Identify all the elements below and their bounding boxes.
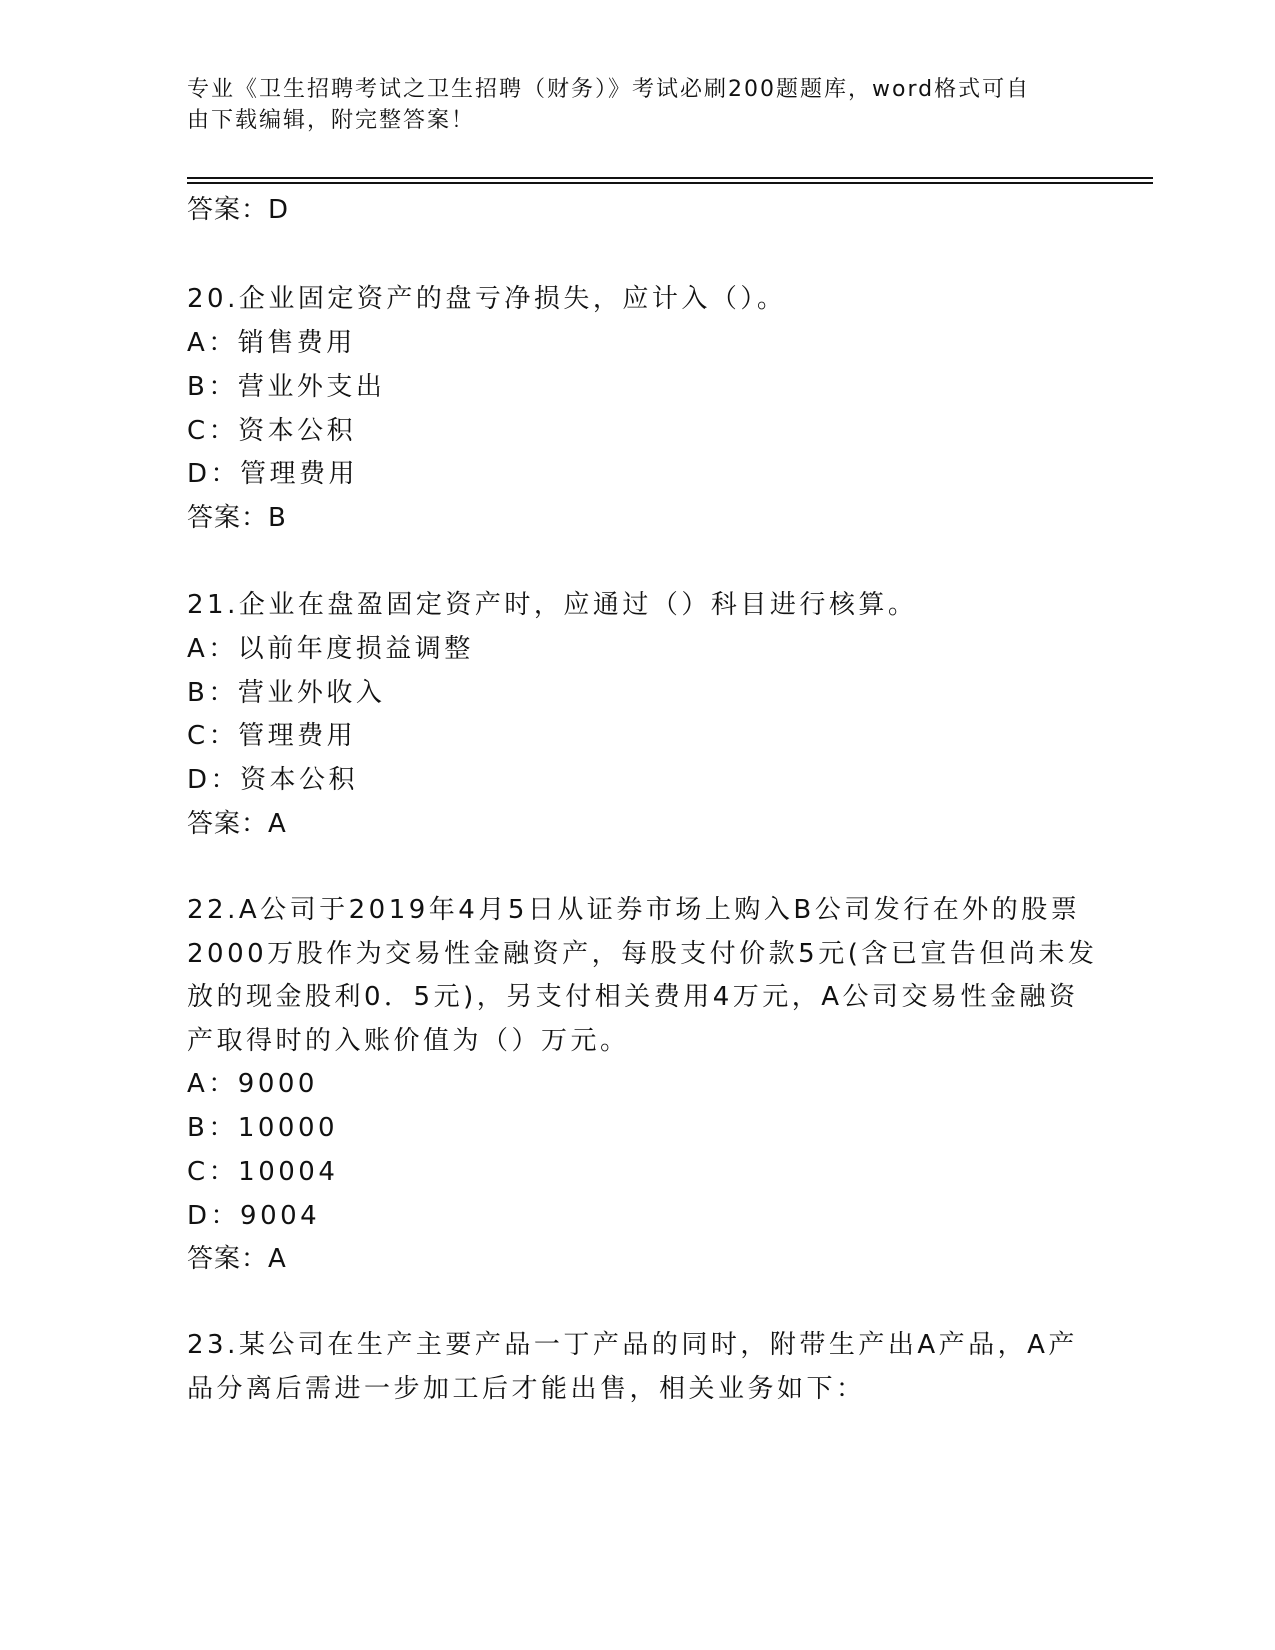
question-20-option-d: D：管理费用 [187,459,359,489]
document-header [187,74,1067,136]
question-22-answer: 答案：A [187,1244,287,1274]
question-21-option-c: C：管理费用 [187,721,357,751]
question-20-option-c: C：资本公积 [187,416,357,446]
question-21-option-d: D：资本公积 [187,765,359,795]
header-divider-bottom [187,182,1153,184]
question-22-option-c: C：10004 [187,1157,339,1187]
header-line-1: 专业《卫生招聘考试之卫生招聘（财务）》考试必刷200题题库，word格式可自 [187,77,1031,102]
header-line-2: 由下载编辑，附完整答案！ [187,108,476,133]
header-divider-top [187,177,1153,179]
question-23-stem-line-1: 23.某公司在生产主要产品一丁产品的同时，附带生产出A产品，A产 [187,1330,1078,1360]
question-22-stem-line-2: 2000万股作为交易性金融资产，每股支付价款5元(含已宣告但尚未发 [187,939,1098,969]
question-22-option-d: D：9004 [187,1201,321,1231]
question-22-stem-line-4: 产取得时的入账价值为（）万元。 [187,1026,630,1056]
question-22-option-b: B：10000 [187,1113,339,1143]
question-20-stem: 20.企业固定资产的盘亏净损失，应计入（）。 [187,284,787,314]
question-20-option-b: B：营业外支出 [187,372,386,402]
question-20-answer: 答案：B [187,503,287,533]
question-22-stem-line-1: 22.A公司于2019年4月5日从证券市场上购入B公司发行在外的股票 [187,895,1081,925]
question-20-option-a: A：销售费用 [187,328,356,358]
question-22-stem-line-3: 放的现金股利0．5元)，另支付相关费用4万元，A公司交易性金融资 [187,982,1079,1012]
answer-line: 答案：D [187,195,290,225]
question-21-option-a: A：以前年度损益调整 [187,634,474,664]
question-22-option-a: A：9000 [187,1069,318,1099]
question-21-stem: 21.企业在盘盈固定资产时，应通过（）科目进行核算。 [187,590,918,620]
question-21-answer: 答案：A [187,809,287,839]
question-21-option-b: B：营业外收入 [187,678,386,708]
question-23-stem-line-2: 品分离后需进一步加工后才能出售，相关业务如下： [187,1374,866,1404]
